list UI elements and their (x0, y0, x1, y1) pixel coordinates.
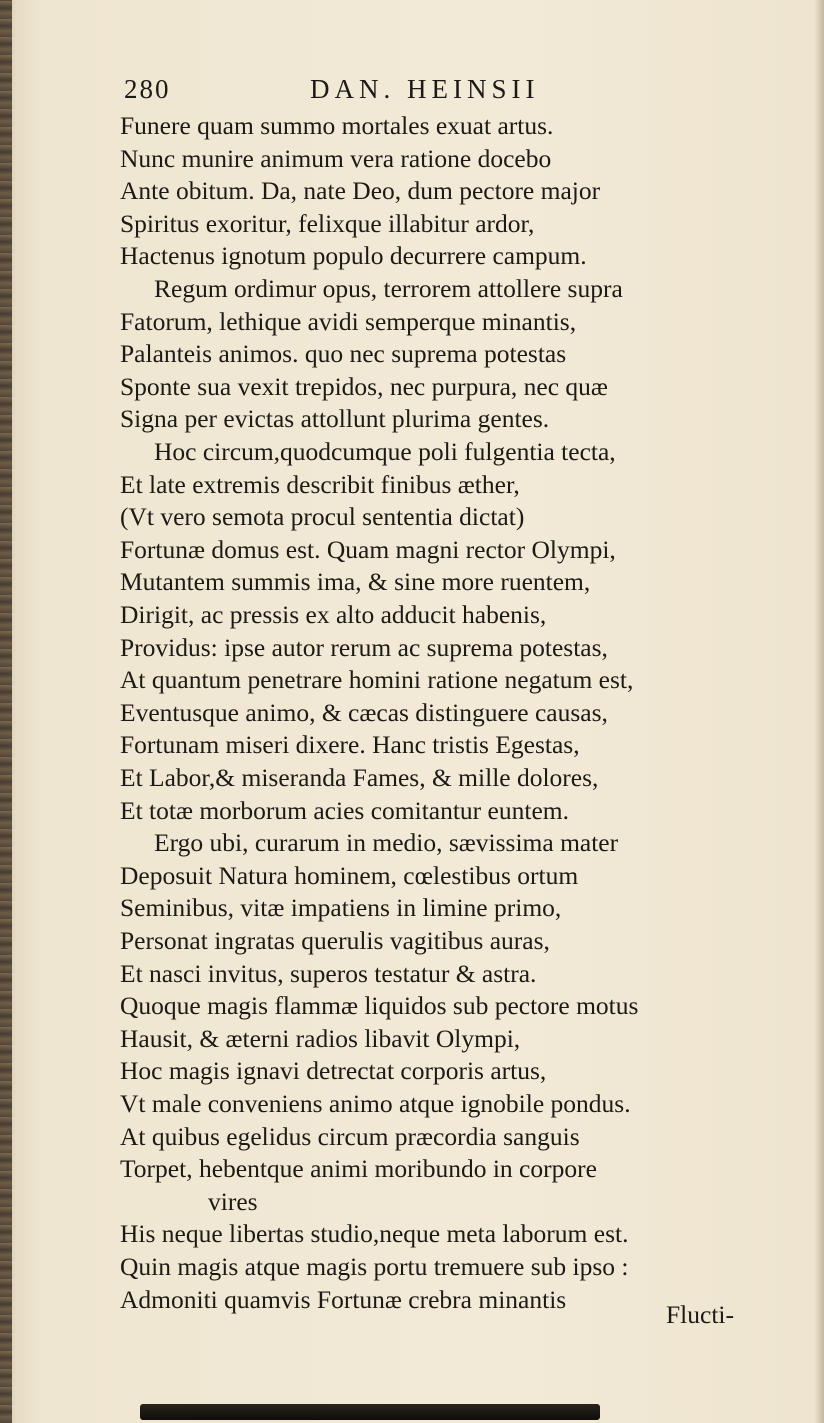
running-header (124, 74, 604, 114)
verse-line: Dirigit, ac pressis ex alto adducit habenis, (120, 600, 547, 629)
verse-line: Mutantem summis ima, & sine more ruentem, (120, 567, 591, 597)
verse-line: Hoc magis ignavi detrectat corporis artus, (120, 1056, 547, 1086)
verse-line: Hactenus ignotum populo decurrere campum. (120, 241, 587, 271)
scan-shadow (140, 1404, 600, 1420)
verse-line: Hoc circum,quodcumque poli fulgentia tecta, (154, 437, 616, 466)
verse-line: (Vt vero semota procul sententia dictat) (120, 502, 525, 532)
verse-line: Fatorum, lethique avidi semperque minantis, (120, 306, 577, 336)
verse-line: Regum ordimur opus, terrorem attollere supra (154, 274, 623, 303)
verse-line: Spiritus exoritur, felixque illabitur ardor, (120, 208, 535, 238)
running-title: DAN. HEINSII (310, 74, 540, 104)
verse-line: Signa per evictas attollunt plurima gentes. (120, 404, 550, 434)
verse-line: vires (208, 1186, 258, 1216)
page-edge (814, 0, 824, 1423)
verse-line: Nunc munire animum vera ratione docebo (120, 143, 552, 173)
verse-line: At quantum penetrare homini ratione negatum est, (120, 665, 634, 695)
verse-line: At quibus egelidus circum præcordia sanguis (120, 1121, 580, 1151)
verse-line: Palanteis animos. quo nec suprema potestas (120, 339, 567, 369)
verse-line: Seminibus, vitæ impatiens in limine primo, (120, 893, 562, 923)
catchword: Flucti- (666, 1300, 734, 1329)
verse-line: Deposuit Natura hominem, cœlestibus ortum (120, 860, 579, 890)
verse-line: Torpet, hebentque animi moribundo in corpore (120, 1154, 597, 1184)
verse-line: Admoniti quamvis Fortunæ crebra minantis (120, 1284, 567, 1314)
verse-line: Et totæ morborum acies comitantur euntem. (120, 795, 569, 825)
verse-line: Sponte sua vexit trepidos, nec purpura, nec quæ (120, 371, 608, 401)
verse-line: Et Labor,& miseranda Fames, & mille dolores, (120, 763, 599, 792)
verse-line: Providus: ipse autor rerum ac suprema potestas, (120, 632, 608, 662)
verse-line: Ergo ubi, curarum in medio, sævissima mater (154, 828, 619, 858)
verse-line: Vt male conveniens animo atque ignobile pondus. (120, 1089, 631, 1118)
book-binding (0, 0, 12, 1423)
page-number: 280 (124, 74, 171, 104)
verse-line: Eventusque animo, & cæcas distinguere causas, (120, 697, 608, 727)
verse-line: Personat ingratas querulis vagitibus auras, (120, 926, 550, 955)
verse-line: Quoque magis flammæ liquidos sub pectore motus (120, 991, 639, 1021)
verse-line: Quin magis atque magis portu tremuere sub ipso : (120, 1252, 629, 1281)
verse-line: Et late extremis describit finibus æther, (120, 469, 520, 499)
verse-line: Et nasci invitus, superos testatur & astra. (120, 958, 537, 988)
verse-line: Hausit, & æterni radios libavit Olympi, (120, 1023, 521, 1053)
verse-line: Ante obitum. Da, nate Deo, dum pectore major (120, 176, 601, 206)
verse-line: Fortunam miseri dixere. Hanc tristis Egestas, (120, 730, 580, 760)
verse-line: Funere quam summo mortales exuat artus. (120, 111, 554, 140)
verse-line: Fortunæ domus est. Quam magni rector Olympi, (120, 534, 616, 564)
verse-line: His neque libertas studio,neque meta laborum est. (120, 1219, 629, 1249)
